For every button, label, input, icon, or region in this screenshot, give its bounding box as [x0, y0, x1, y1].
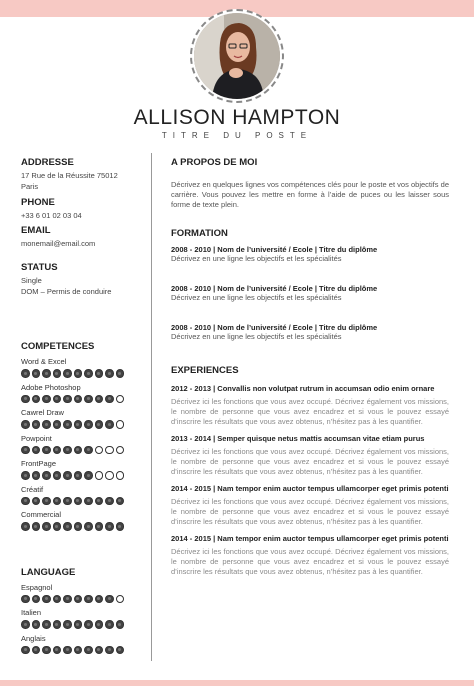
- skill-rating: [21, 446, 146, 455]
- rating-dot-filled: [74, 471, 83, 480]
- rating-dot-filled: [21, 595, 30, 604]
- rating-dot-filled: [63, 522, 72, 531]
- rating-dot-filled: [53, 446, 62, 455]
- rating-dot-filled: [42, 497, 51, 506]
- address-line-2: Paris: [21, 182, 39, 191]
- formation-list: [171, 245, 449, 342]
- rating-dot-filled: [105, 497, 114, 506]
- rating-dot-filled: [74, 369, 83, 378]
- rating-dot-filled: [42, 522, 51, 531]
- rating-dot-empty: [105, 471, 114, 480]
- rating-dot-filled: [95, 395, 104, 404]
- rating-dot-empty: [116, 446, 125, 455]
- phone-value: +33 6 01 02 03 04: [21, 211, 82, 220]
- skill-name: Créatif: [21, 484, 44, 494]
- rating-dot-filled: [84, 620, 93, 629]
- experience-entry: [171, 534, 449, 577]
- language-list: [21, 583, 146, 655]
- rating-dot-filled: [53, 620, 62, 629]
- rating-dot-filled: [32, 595, 41, 604]
- formation-entry: [171, 284, 449, 303]
- skill-name: Commercial: [21, 510, 62, 519]
- email-value: monemail@email.com: [21, 239, 96, 248]
- rating-dot-filled: [95, 646, 104, 655]
- language-rating: [21, 620, 146, 629]
- rating-dot-empty: [95, 446, 104, 455]
- rating-dot-filled: [105, 369, 114, 378]
- experience-entry-desc: Décrivez ici les fonctions que vous avez occupé. Décrivez également vos missions, le nombre de personne que vous avez encadrez et si vous le pouvez essayé d’inscrire les résultats que vous avez obtenus, n’hésitez pas à les quantifier.: [171, 497, 449, 526]
- rating-dot-filled: [105, 395, 114, 404]
- rating-dot-filled: [21, 620, 30, 629]
- rating-dot-filled: [53, 471, 62, 480]
- experience-entry-title: 2013 - 2014 | Semper quisque netus mattis accumsan vitae etiam purus: [171, 434, 425, 443]
- rating-dot-filled: [63, 497, 72, 506]
- formation-entry-desc: Décrivez en une ligne les objectifs et les spécialités: [171, 332, 342, 341]
- rating-dot-filled: [21, 395, 30, 404]
- rating-dot-filled: [74, 646, 83, 655]
- about-text: Décrivez en quelques lignes vos compétences clés pour le poste et vos objectifs de carrière. Vous pouvez les mettre en forme à l’aide de puces ou les laisser sous forme de texte plein.: [171, 180, 449, 209]
- rating-dot-filled: [63, 620, 72, 629]
- rating-dot-filled: [84, 395, 93, 404]
- rating-dot-filled: [21, 497, 30, 506]
- experiences-title: EXPERIENCES: [171, 365, 239, 376]
- portrait-illustration: [194, 13, 280, 99]
- rating-dot-filled: [53, 395, 62, 404]
- formation-entry-title: 2008 - 2010 | Nom de l’université / Ecole | Titre du diplôme: [171, 323, 378, 332]
- rating-dot-filled: [42, 471, 51, 480]
- rating-dot-filled: [42, 620, 51, 629]
- about-title: A PROPOS DE MOI: [171, 157, 258, 168]
- language-name: Anglais: [21, 633, 46, 643]
- rating-dot-filled: [32, 395, 41, 404]
- rating-dot-empty: [116, 595, 125, 604]
- person-name: ALLISON HAMPTON: [133, 106, 341, 129]
- language-title: LANGUAGE: [21, 566, 76, 578]
- experience-entry-title: 2012 - 2013 | Convallis non volutpat rutrum in accumsan odio enim ornare: [171, 384, 435, 393]
- rating-dot-filled: [84, 595, 93, 604]
- rating-dot-filled: [95, 620, 104, 629]
- rating-dot-filled: [42, 646, 51, 655]
- rating-dot-filled: [21, 369, 30, 378]
- rating-dot-filled: [63, 646, 72, 655]
- bottom-accent-bar: [0, 680, 474, 686]
- rating-dot-filled: [42, 369, 51, 378]
- rating-dot-filled: [74, 420, 83, 429]
- skill-rating: [21, 369, 146, 378]
- rating-dot-filled: [32, 522, 41, 531]
- rating-dot-filled: [84, 420, 93, 429]
- experience-entry-title: 2014 - 2015 | Nam tempor enim auctor tempus ullamcorper eget primis potenti: [171, 484, 449, 493]
- experience-entry: [171, 434, 449, 477]
- column-divider: [151, 153, 152, 661]
- rating-dot-filled: [32, 646, 41, 655]
- status-line-2: DOM – Permis de conduire: [21, 287, 112, 296]
- status-label: STATUS: [21, 262, 58, 273]
- rating-dot-filled: [116, 497, 125, 506]
- status-line-1: Single: [21, 276, 42, 285]
- rating-dot-filled: [32, 497, 41, 506]
- profile-photo: [190, 9, 284, 103]
- skill-rating: [21, 420, 146, 429]
- rating-dot-filled: [53, 420, 62, 429]
- rating-dot-filled: [21, 646, 30, 655]
- rating-dot-empty: [116, 420, 125, 429]
- rating-dot-filled: [74, 522, 83, 531]
- rating-dot-filled: [63, 395, 72, 404]
- right-column: [171, 157, 449, 577]
- rating-dot-filled: [105, 522, 114, 531]
- formation-entry-desc: Décrivez en une ligne les objectifs et les spécialités: [171, 293, 342, 302]
- rating-dot-filled: [74, 446, 83, 455]
- skill-name: Powpoint: [21, 433, 52, 443]
- rating-dot-filled: [74, 595, 83, 604]
- address-line-1: 17 Rue de la Réussite 75012: [21, 171, 118, 180]
- address-label: ADDRESSE: [21, 157, 74, 168]
- rating-dot-filled: [21, 471, 30, 480]
- formation-entry: [171, 245, 449, 264]
- rating-dot-filled: [63, 595, 72, 604]
- rating-dot-filled: [63, 420, 72, 429]
- rating-dot-filled: [84, 369, 93, 378]
- skill-rating: [21, 395, 146, 404]
- skill-rating: [21, 522, 146, 531]
- rating-dot-filled: [95, 497, 104, 506]
- skill-name: Cawrel Draw: [21, 408, 64, 417]
- rating-dot-filled: [74, 395, 83, 404]
- skill-rating: [21, 471, 146, 480]
- rating-dot-filled: [32, 620, 41, 629]
- email-label: EMAIL: [21, 225, 51, 236]
- rating-dot-filled: [21, 522, 30, 531]
- language-name: Italien: [21, 608, 42, 617]
- rating-dot-filled: [32, 369, 41, 378]
- rating-dot-filled: [42, 395, 51, 404]
- skill-rating: [21, 497, 146, 506]
- rating-dot-filled: [105, 595, 114, 604]
- skill-name: FrontPage: [21, 459, 57, 468]
- formation-entry-title: 2008 - 2010 | Nom de l’université / Ecole | Titre du diplôme: [171, 284, 378, 293]
- rating-dot-filled: [105, 646, 114, 655]
- rating-dot-filled: [32, 471, 41, 480]
- rating-dot-filled: [84, 646, 93, 655]
- rating-dot-filled: [42, 595, 51, 604]
- formation-title: FORMATION: [171, 228, 228, 239]
- skill-name: Word & Excel: [21, 357, 67, 366]
- competences-list: [21, 357, 146, 531]
- rating-dot-empty: [116, 395, 125, 404]
- rating-dot-filled: [21, 446, 30, 455]
- rating-dot-filled: [116, 369, 125, 378]
- rating-dot-filled: [95, 369, 104, 378]
- left-column: [21, 157, 146, 654]
- rating-dot-filled: [116, 522, 125, 531]
- experience-entry: [171, 384, 449, 427]
- rating-dot-filled: [84, 522, 93, 531]
- experience-entry-desc: Décrivez ici les fonctions que vous avez occupé. Décrivez également vos missions, le nombre de personne que vous avez encadrez et si vous le pouvez essayé d’inscrire les résultats que vous avez obtenus, n’hésitez pas à les quantifier.: [171, 447, 449, 476]
- competences-title: COMPETENCES: [21, 341, 95, 352]
- experience-entry-desc: Décrivez ici les fonctions que vous avez occupé. Décrivez également vos missions, le nombre de personne que vous avez encadrez et si vous le pouvez essayé d’inscrire les résultats que vous avez obtenus, n’hésitez pas à les quantifier.: [171, 547, 449, 576]
- rating-dot-filled: [21, 420, 30, 429]
- rating-dot-filled: [95, 595, 104, 604]
- rating-dot-empty: [95, 471, 104, 480]
- rating-dot-filled: [63, 446, 72, 455]
- rating-dot-filled: [42, 446, 51, 455]
- rating-dot-filled: [32, 420, 41, 429]
- formation-entry-desc: Décrivez en une ligne les objectifs et les spécialités: [171, 254, 342, 263]
- experiences-list: [171, 384, 449, 577]
- experience-entry: [171, 484, 449, 527]
- rating-dot-filled: [53, 497, 62, 506]
- rating-dot-filled: [84, 471, 93, 480]
- rating-dot-filled: [53, 522, 62, 531]
- rating-dot-filled: [74, 497, 83, 506]
- formation-entry: [171, 323, 449, 342]
- rating-dot-filled: [84, 446, 93, 455]
- rating-dot-filled: [84, 497, 93, 506]
- formation-entry-title: 2008 - 2010 | Nom de l’université / Ecole | Titre du diplôme: [171, 245, 378, 254]
- rating-dot-filled: [105, 620, 114, 629]
- rating-dot-filled: [95, 522, 104, 531]
- language-rating: [21, 595, 146, 604]
- skill-name: Adobe Photoshop: [21, 382, 81, 392]
- rating-dot-filled: [95, 420, 104, 429]
- rating-dot-filled: [53, 369, 62, 378]
- language-rating: [21, 646, 146, 655]
- experience-entry-desc: Décrivez ici les fonctions que vous avez occupé. Décrivez également vos missions, le nombre de personne que vous avez encadrez et si vous le pouvez essayé d’inscrire les résultats que vous avez obtenus, n’hésitez pas à les quantifier.: [171, 397, 449, 426]
- rating-dot-filled: [32, 446, 41, 455]
- rating-dot-filled: [105, 420, 114, 429]
- rating-dot-filled: [42, 420, 51, 429]
- rating-dot-filled: [116, 620, 125, 629]
- rating-dot-empty: [116, 471, 125, 480]
- rating-dot-filled: [53, 595, 62, 604]
- language-name: Espagnol: [21, 582, 53, 592]
- rating-dot-filled: [63, 369, 72, 378]
- rating-dot-filled: [63, 471, 72, 480]
- experience-entry-title: 2014 - 2015 | Nam tempor enim auctor tempus ullamcorper eget primis potenti: [171, 534, 449, 543]
- profile-photo-image: [194, 13, 280, 99]
- rating-dot-filled: [74, 620, 83, 629]
- phone-label: PHONE: [21, 197, 55, 208]
- rating-dot-filled: [53, 646, 62, 655]
- rating-dot-empty: [105, 446, 114, 455]
- rating-dot-filled: [116, 646, 125, 655]
- job-title: TITRE DU POSTE: [161, 131, 313, 140]
